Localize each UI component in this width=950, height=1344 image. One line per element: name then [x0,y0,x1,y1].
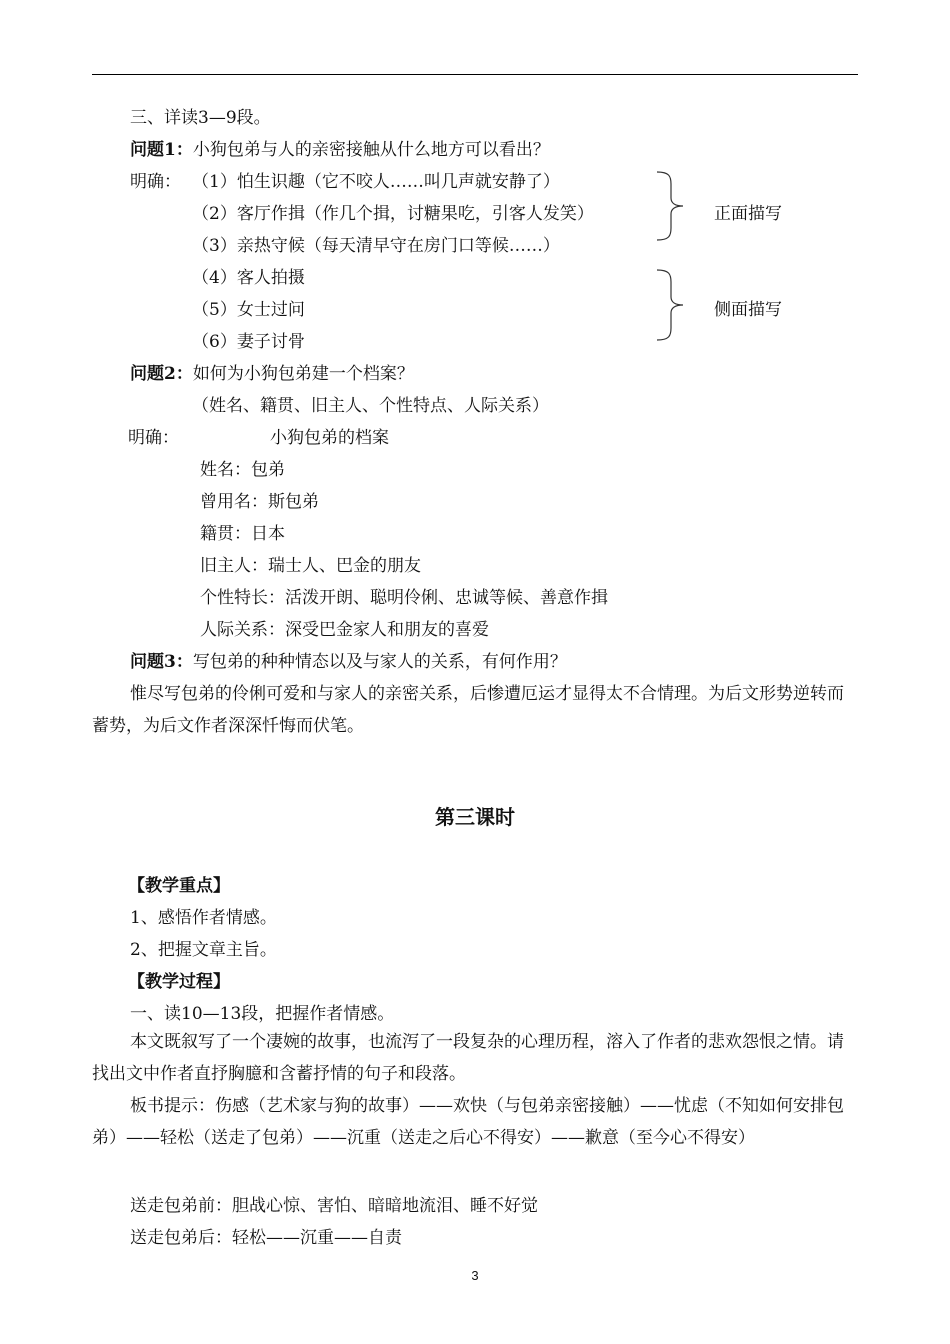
archive-line-origin: 籍贯：日本 [200,524,285,544]
question-2-hint: （姓名、籍贯、旧主人、个性特点、人际关系） [192,396,549,416]
question-3-text: 写包弟的种种情态以及与家人的关系，有何作用？ [192,652,567,672]
step-1: 一、读10—13段，把握作者情感。 [130,1004,395,1024]
lesson-title: 第三课时 [435,805,515,829]
right-brace-side [655,268,700,342]
question-1 [130,138,550,162]
archive-line-relations: 人际关系：深受巴金家人和朋友的喜爱 [200,620,489,640]
question-3-label: 问题3： [130,652,193,672]
question-3 [130,650,567,674]
answer-item-6: （6）妻子讨骨 [192,332,305,352]
focus-heading: 【教学重点】 [128,876,230,896]
archive-line-former-owner: 旧主人：瑞士人、巴金的朋友 [200,556,421,576]
archive-line-name: 姓名：包弟 [200,460,285,480]
answer-item-5: （5）女士过问 [192,300,305,320]
archive-title: 小狗包弟的档案 [270,428,389,448]
archive-line-personality: 个性特长：活泼开朗、聪明伶俐、忠诚等候、善意作揖 [200,588,608,608]
question-2-text: 如何为小狗包弟建一个档案？ [192,364,414,384]
answer-item-1: （1）怕生识趣（它不咬人……叫几声就安静了） [192,172,560,192]
focus-item-2: 2、把握文章主旨。 [130,940,277,960]
section-heading: 三、详读3—9段。 [130,108,271,128]
question-2 [130,362,414,386]
intro-paragraph: 本文既叙写了一个凄婉的故事，也流泻了一段复杂的心理历程，溶入了作者的悲欢怨恨之情。请找出文中作者直抒胸臆和含蓄抒情的句子和段落。 [92,1032,844,1084]
label-side-description: 侧面描写 [714,300,782,320]
question-3-answer: 惟尽写包弟的伶俐可爱和与家人的亲密关系，后惨遭厄运才显得太不合情理。为后文形势逆转而蓄势，为后文作者深深忏悔而伏笔。 [92,684,844,736]
board-hint-paragraph: 板书提示：伤感（艺术家与狗的故事）——欢快（与包弟亲密接触）——忧虑（不知如何安排包弟）——轻松（送走了包弟）——沉重（送走之后心不得安）——歉意（至今心不得安） [92,1096,844,1148]
focus-item-1: 1、感悟作者情感。 [130,908,277,928]
answer-item-2: （2）客厅作揖（作几个揖，讨糖果吃，引客人发笑） [192,204,594,224]
label-positive-description: 正面描写 [714,204,782,224]
question-1-label: 问题1： [130,140,193,160]
answer-label-2: 明确： [128,428,179,448]
page-number: 3 [471,1268,479,1283]
right-brace-positive [655,170,700,242]
header-rule [92,74,858,75]
process-heading: 【教学过程】 [128,972,230,992]
before-sending-away: 送走包弟前：胆战心惊、害怕、暗暗地流泪、睡不好觉 [130,1196,538,1216]
archive-line-former-name: 曾用名：斯包弟 [200,492,319,512]
answer-label-1: 明确： [130,172,181,192]
answer-item-3: （3）亲热守候（每天清早守在房门口等候……） [192,236,560,256]
answer-item-4: （4）客人拍摄 [192,268,305,288]
after-sending-away: 送走包弟后：轻松——沉重——自责 [130,1228,402,1248]
question-1-text: 小狗包弟与人的亲密接触从什么地方可以看出？ [192,140,550,160]
question-2-label: 问题2： [130,364,193,384]
